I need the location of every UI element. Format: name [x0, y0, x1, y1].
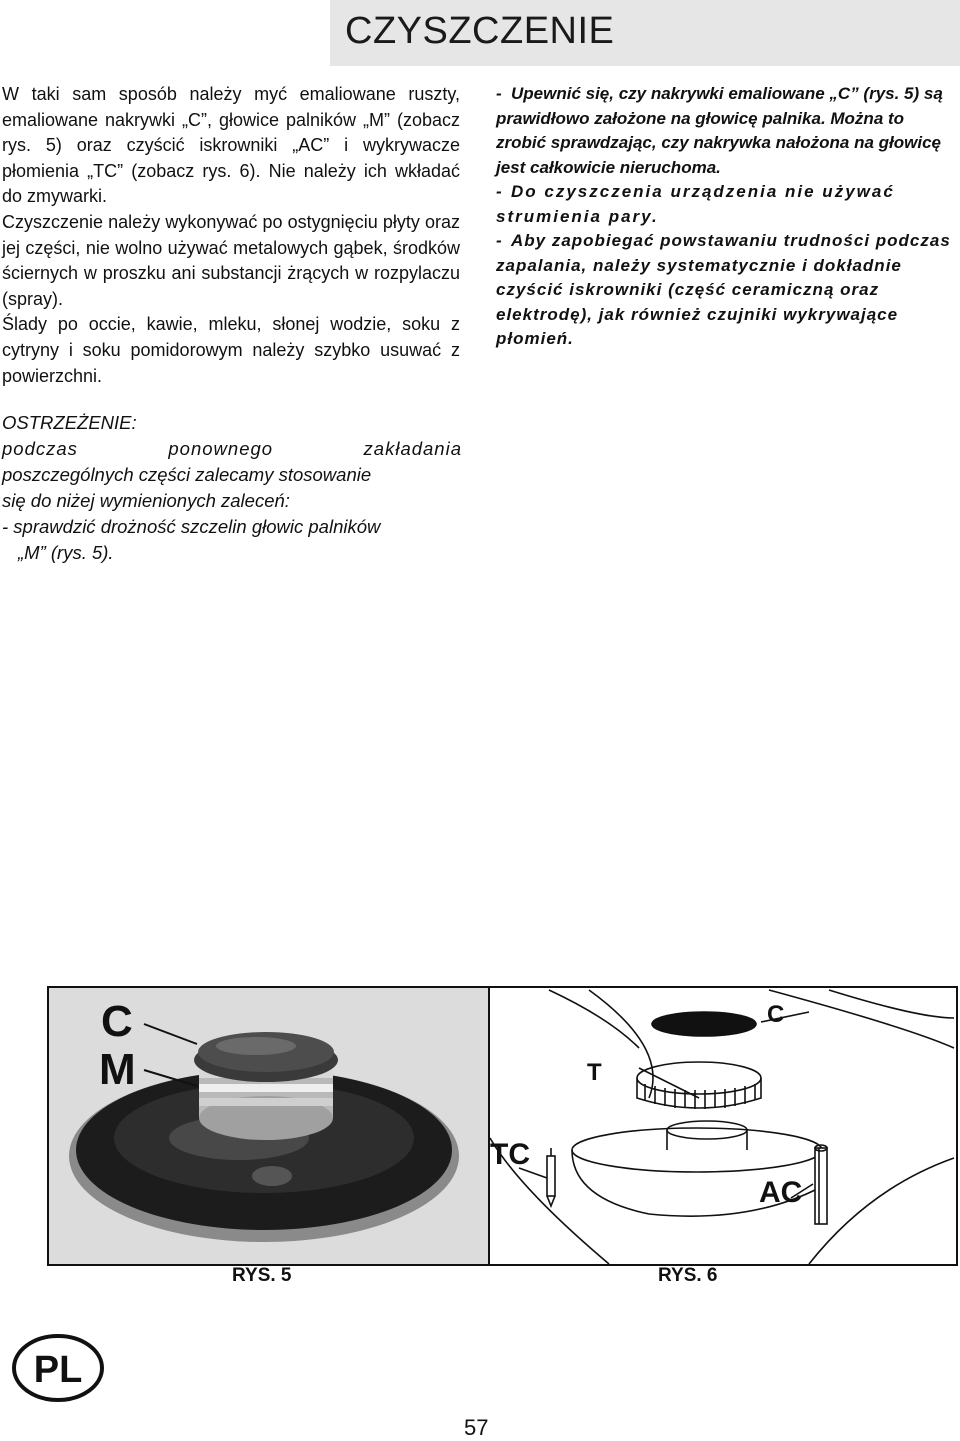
- warning-line: - sprawdzić drożność szczelin głowic palników: [2, 516, 381, 537]
- country-code: PL: [33, 1349, 83, 1391]
- figures-svg: [49, 988, 956, 1264]
- figure-6-burner-drawing: [490, 990, 954, 1264]
- figure-6-label-t: T: [587, 1059, 602, 1086]
- figure-frame: [47, 986, 958, 1266]
- paragraph-cleaning-parts: W taki sam sposób należy myć emaliowane ruszty, emaliowane nakrywki „C”, głowice palników „M” (zobacz rys. 5) oraz czyścić iskrowniki „AC” i wykrywacze płomienia „TC” (zobacz rys. 6). Nie należy ich wkładać do zmywarki. Czyszczenie należy wykonywać po ostygnięciu płyty oraz jej części, nie wolno używać metalowych gąbek, środków ściernych w proszku ani substancji żrących w rozpylaczu (spray). Ślady po occie, kawie, mleku, słonej wodzie, soku z cytryny i soku pomidorowym należy szybko usuwać z powierzchni.: [2, 82, 460, 389]
- warning-block: [2, 410, 462, 566]
- warning-line: podczas ponownego zakładania: [2, 438, 462, 459]
- paragraph-stains: Ślady po occie, kawie, mleku, słonej wodzie, soku z cytryny i soku pomidorowym należy szybko usuwać z powierzchni.: [2, 314, 460, 386]
- right-column-list: [496, 82, 958, 352]
- figure-6-label-ac: AC: [759, 1176, 803, 1209]
- figure-5-burner-photo: [49, 988, 489, 1264]
- paragraph-cleaning-conditions: Czyszczenie należy wykonywać po ostygnięciu płyty oraz jej części, nie wolno używać metalowych gąbek, środków ściernych w proszku ani substancji żrących w rozpylaczu (spray).: [2, 211, 460, 309]
- warning-line: poszczególnych części zalecamy stosowanie: [2, 464, 372, 485]
- figure-5-caption: RYS. 5: [232, 1265, 292, 1286]
- figure-6-label-tc: TC: [490, 1138, 530, 1171]
- country-badge: [10, 1332, 106, 1404]
- list-item: - Upewnić się, czy nakrywki emaliowane „C” (rys. 5) są prawidłowo założone na głowicę palnika. Można to zrobić sprawdzając, czy nakrywka nałożona na głowicę jest całkowicie nieruchoma.: [496, 84, 943, 177]
- warning-line: się do niżej wymienionych zaleceń:: [2, 490, 290, 511]
- list-item: - Aby zapobiegać powstawaniu trudności podczas zapalania, należy systematycznie i dokładnie czyścić iskrowniki (część ceramiczną oraz elektrodę), jak również czujniki wykrywające płomień.: [496, 231, 951, 348]
- warning-line: „M” (rys. 5).: [18, 542, 114, 563]
- warning-title: OSTRZEŻENIE:: [2, 412, 137, 433]
- page-title: CZYSZCZENIE: [345, 10, 615, 52]
- figure-6-label-c: C: [767, 1001, 785, 1028]
- figure-6-caption: RYS. 6: [658, 1265, 718, 1286]
- figure-5-label-m: M: [99, 1045, 136, 1094]
- page-number: 57: [464, 1415, 489, 1440]
- list-item: - Do czyszczenia urządzenia nie używać strumienia pary.: [496, 182, 895, 226]
- figure-5-label-c: C: [101, 997, 133, 1046]
